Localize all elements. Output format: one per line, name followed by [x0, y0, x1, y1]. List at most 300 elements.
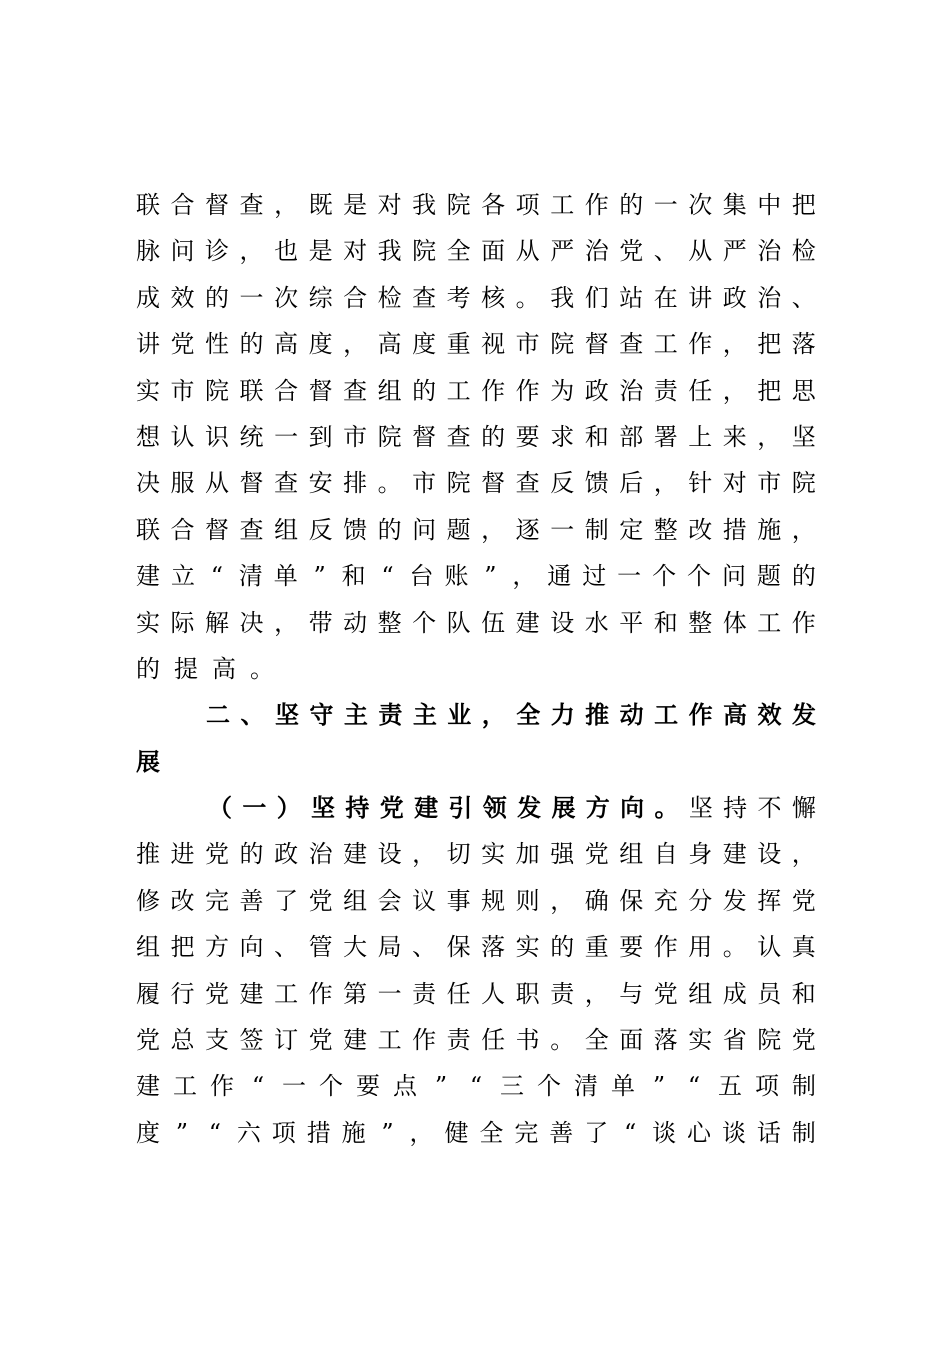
- text-char: ，: [512, 562, 537, 591]
- text-char: 第: [343, 979, 368, 1008]
- text-char: ，: [343, 330, 368, 359]
- text-char: 坚: [311, 793, 336, 823]
- text-char: 持: [345, 793, 370, 823]
- text-char: 三: [500, 1072, 524, 1101]
- text-char: 查: [619, 330, 644, 359]
- text-char: 、: [240, 700, 265, 730]
- text-char: 督: [481, 469, 506, 498]
- text-char: 坚: [274, 700, 299, 730]
- text-char: 识: [205, 422, 230, 451]
- text-char: 的: [239, 840, 264, 869]
- text-char: 设: [550, 608, 575, 637]
- text-char: 问: [412, 515, 437, 544]
- text-char: 工: [446, 376, 471, 405]
- text-char: 建: [414, 793, 439, 823]
- text-char: 了: [274, 886, 299, 915]
- text-char: 我: [377, 237, 402, 266]
- text-char: 落: [791, 330, 816, 359]
- text-char: 决: [136, 469, 160, 498]
- text-char: 院: [550, 330, 575, 359]
- text-char: 效: [757, 700, 782, 730]
- text-char: 实: [136, 608, 160, 637]
- text-char: ，: [791, 840, 816, 869]
- text-char: 实: [688, 1026, 713, 1055]
- text-char: 的: [136, 654, 160, 683]
- text-char: 动: [619, 700, 644, 730]
- text-char: 合: [170, 515, 195, 544]
- text-char: 建: [136, 1072, 160, 1101]
- text-char: 的: [239, 330, 264, 359]
- text-line: [136, 182, 816, 228]
- text-char: 立: [170, 562, 195, 591]
- text-char: 各: [481, 191, 506, 219]
- text-char: 。: [550, 1026, 575, 1055]
- text-char: 项: [515, 191, 540, 219]
- text-char: 实: [481, 840, 506, 869]
- text-char: 题: [756, 562, 781, 591]
- text-char: 一: [239, 283, 264, 312]
- text-char: ，: [791, 515, 816, 544]
- text-char: 工: [550, 191, 575, 219]
- text-char: 组: [619, 840, 644, 869]
- text-char: 平: [619, 608, 644, 637]
- text-line: [136, 924, 816, 970]
- text-char: 市: [757, 469, 782, 498]
- text-char: 院: [205, 376, 230, 405]
- text-char: 懈: [791, 794, 816, 823]
- text-char: 建: [515, 608, 540, 637]
- text-char: 后: [619, 469, 644, 498]
- text-char: 的: [791, 562, 816, 591]
- text-char: 组: [136, 933, 160, 962]
- text-char: 想: [136, 422, 160, 451]
- text-char: 职: [515, 979, 540, 1008]
- text-char: ”: [175, 1118, 189, 1147]
- text-char: 保: [446, 933, 471, 962]
- text-char: 展: [136, 746, 160, 776]
- text-char: 成: [136, 283, 160, 312]
- text-char: 是: [308, 237, 333, 266]
- text-char: 要: [356, 1072, 380, 1101]
- text-char: 自: [653, 840, 678, 869]
- text-char: 们: [584, 283, 609, 312]
- text-char: 作: [584, 191, 609, 219]
- text-char: 力: [550, 700, 575, 730]
- text-char: 台: [409, 562, 434, 591]
- text-char: 党: [379, 793, 404, 823]
- text-char: 党: [791, 1026, 816, 1055]
- text-char: 责: [653, 376, 678, 405]
- text-char: 主: [412, 700, 437, 730]
- text-char: 推: [136, 840, 160, 869]
- text-char: 改: [688, 515, 713, 544]
- text-char: 整: [377, 608, 402, 637]
- text-char: 管: [308, 933, 333, 962]
- text-char: ，: [550, 886, 575, 915]
- text-char: 工: [173, 1072, 197, 1101]
- text-char: 书: [515, 1026, 540, 1055]
- text-char: 问: [170, 237, 195, 266]
- text-char: 主: [343, 700, 368, 730]
- text-char: 工: [274, 979, 299, 1008]
- text-char: 作: [515, 376, 540, 405]
- text-char: “: [687, 1072, 701, 1101]
- text-char: 措: [306, 1118, 331, 1147]
- text-char: 切: [446, 840, 471, 869]
- text-char: 效: [170, 283, 195, 312]
- text-char: 设: [377, 840, 402, 869]
- text-char: 面: [481, 237, 506, 266]
- text-char: 党: [653, 979, 678, 1008]
- text-char: 定: [619, 515, 644, 544]
- text-char: ，: [722, 330, 747, 359]
- text-char: 单: [273, 562, 298, 591]
- text-char: 题: [446, 515, 471, 544]
- text-char: ”: [434, 1072, 448, 1101]
- text-char: 、: [274, 933, 299, 962]
- text-char: 联: [136, 515, 160, 544]
- text-char: 施: [757, 515, 782, 544]
- text-char: 议: [412, 886, 437, 915]
- text-char: 责: [550, 979, 575, 1008]
- text-char: 院: [412, 237, 437, 266]
- text-char: 建: [239, 979, 264, 1008]
- text-line: [136, 971, 816, 1017]
- text-char: 善: [239, 886, 264, 915]
- text-char: 加: [515, 840, 540, 869]
- text-char: 方: [205, 933, 230, 962]
- text-char: 向: [239, 933, 264, 962]
- text-char: 党: [205, 979, 230, 1008]
- text-char: 建: [343, 840, 368, 869]
- text-char: 合: [170, 191, 195, 219]
- text-char: 则: [515, 886, 540, 915]
- text-char: 排: [343, 469, 368, 498]
- text-char: 认: [757, 933, 782, 962]
- text-char: 对: [343, 237, 368, 266]
- text-line: [136, 1017, 816, 1063]
- text-char: 二: [206, 700, 230, 730]
- text-char: 治: [619, 376, 644, 405]
- text-char: ”: [484, 562, 497, 591]
- text-char: 查: [239, 515, 264, 544]
- text-char: 市: [412, 469, 437, 498]
- text-char: ，: [653, 469, 678, 498]
- text-char: 个: [319, 1072, 343, 1101]
- text-char: 要: [515, 422, 540, 451]
- text-char: 治: [757, 237, 782, 266]
- text-char: 思: [791, 376, 816, 405]
- text-char: 高: [274, 330, 299, 359]
- text-char: 全: [584, 1026, 609, 1055]
- text-char: 从: [688, 237, 713, 266]
- text-char: 党: [170, 330, 195, 359]
- text-char: 的: [412, 376, 437, 405]
- text-char: 党: [136, 1026, 160, 1055]
- text-char: 实: [136, 376, 160, 405]
- text-char: 五: [718, 1072, 742, 1101]
- text-char: 分: [688, 886, 713, 915]
- text-char: 带: [308, 608, 333, 637]
- text-line: [136, 1063, 816, 1109]
- text-char: 到: [308, 422, 333, 451]
- text-char: 逐: [515, 515, 540, 544]
- text-char: 省: [722, 1026, 747, 1055]
- text-char: 治: [308, 840, 333, 869]
- text-char: 履: [136, 979, 160, 1008]
- text-char: 次: [688, 191, 713, 219]
- text-char: 强: [550, 840, 575, 869]
- text-char: 的: [481, 422, 506, 451]
- text-char: 求: [550, 422, 575, 451]
- text-char: 规: [481, 886, 506, 915]
- text-line: [136, 460, 816, 506]
- text-char: 作: [481, 376, 506, 405]
- text-char: ，: [274, 191, 299, 219]
- text-char: 单: [611, 1072, 635, 1101]
- text-line: [136, 275, 816, 321]
- text-char: 进: [170, 840, 195, 869]
- text-char: 责: [412, 979, 437, 1008]
- text-char: 落: [653, 1026, 678, 1055]
- text-char: 的: [205, 283, 230, 312]
- text-char: 督: [412, 422, 437, 451]
- text-char: 工: [654, 700, 679, 730]
- text-char: ，: [274, 608, 299, 637]
- text-char: 一: [282, 1072, 306, 1101]
- text-line: [136, 692, 816, 738]
- text-char: “: [381, 562, 394, 591]
- text-char: 重: [584, 933, 609, 962]
- text-char: 施: [341, 1118, 366, 1147]
- text-char: 的: [619, 191, 644, 219]
- text-char: 一: [653, 191, 678, 219]
- text-char: 督: [239, 469, 264, 498]
- text-char: 措: [722, 515, 747, 544]
- document-body: [136, 182, 816, 1156]
- text-char: 对: [377, 191, 402, 219]
- text-char: 工: [757, 608, 782, 637]
- text-char: 督: [205, 515, 230, 544]
- text-char: 联: [239, 376, 264, 405]
- text-line: [136, 831, 816, 877]
- text-char: 查: [343, 376, 368, 405]
- text-char: 高: [212, 654, 236, 683]
- text-char: 检: [791, 237, 816, 266]
- text-char: 组: [343, 886, 368, 915]
- text-char: “: [208, 1118, 222, 1147]
- text-char: 发: [791, 700, 816, 730]
- text-char: 党: [619, 237, 644, 266]
- text-char: 展: [551, 793, 576, 823]
- text-line: [136, 321, 816, 367]
- text-char: 把: [170, 933, 195, 962]
- text-char: 高: [723, 700, 748, 730]
- text-char: 方: [585, 793, 610, 823]
- text-char: 队: [446, 608, 471, 637]
- text-char: 作: [688, 330, 713, 359]
- text-char: 工: [377, 1026, 402, 1055]
- text-char: 和: [653, 608, 678, 637]
- text-char: “: [210, 562, 224, 591]
- text-char: 全: [446, 237, 471, 266]
- text-char: 建: [136, 562, 160, 591]
- text-char: 了: [584, 1118, 609, 1147]
- text-char: 政: [584, 376, 609, 405]
- text-line: [136, 785, 816, 831]
- text-char: 作: [653, 933, 678, 962]
- text-char: 作: [688, 700, 713, 730]
- text-char: 实: [515, 933, 540, 962]
- text-char: 大: [343, 933, 368, 962]
- text-char: ，: [722, 376, 747, 405]
- text-char: 院: [757, 1026, 782, 1055]
- text-char: 和: [791, 979, 816, 1008]
- text-char: 和: [584, 422, 609, 451]
- text-char: 核: [481, 283, 506, 312]
- text-char: 用: [688, 933, 713, 962]
- text-char: 健: [444, 1118, 469, 1147]
- text-char: 个: [687, 562, 711, 591]
- text-char: 确: [584, 886, 609, 915]
- text-char: 订: [274, 1026, 299, 1055]
- text-char: 任: [446, 979, 471, 1008]
- text-char: 坚: [791, 422, 816, 451]
- text-char: 党: [308, 886, 333, 915]
- text-char: 来: [722, 422, 747, 451]
- text-char: 反: [550, 469, 575, 498]
- text-char: 会: [377, 886, 402, 915]
- text-char: 不: [757, 794, 782, 823]
- text-char: 持: [723, 794, 748, 823]
- text-char: 馈: [343, 515, 368, 544]
- text-char: 完: [514, 1118, 539, 1147]
- text-char: ”: [381, 1118, 394, 1147]
- text-char: 作: [210, 1072, 234, 1101]
- text-char: 治: [757, 283, 782, 312]
- text-char: 。: [654, 793, 679, 823]
- text-char: 个: [537, 1072, 561, 1101]
- text-char: 站: [619, 283, 644, 312]
- text-char: ，: [757, 422, 782, 451]
- text-char: 安: [308, 469, 333, 498]
- text-char: 整: [653, 515, 678, 544]
- text-char: 组: [688, 979, 713, 1008]
- text-char: 性: [205, 330, 230, 359]
- text-char: 身: [688, 840, 713, 869]
- text-char: 作: [791, 608, 816, 637]
- text-char: 整: [688, 608, 713, 637]
- text-char: 院: [791, 469, 816, 498]
- text-char: 修: [136, 886, 160, 915]
- text-char: ，: [481, 700, 506, 730]
- text-char: 落: [481, 933, 506, 962]
- text-char: 真: [791, 933, 816, 962]
- text-char: 市: [515, 330, 540, 359]
- text-char: 综: [308, 283, 333, 312]
- text-line: [136, 878, 816, 924]
- text-char: 严: [550, 237, 575, 266]
- text-char: 党: [584, 840, 609, 869]
- text-char: 查: [239, 191, 264, 219]
- text-char: 把: [757, 376, 782, 405]
- text-char: 谈: [652, 1118, 677, 1147]
- text-char: 高: [377, 330, 402, 359]
- text-char: 任: [481, 1026, 506, 1055]
- text-char: ，: [239, 237, 264, 266]
- text-char: 在: [653, 283, 678, 312]
- text-char: 话: [756, 1118, 781, 1147]
- text-char: 考: [446, 283, 471, 312]
- text-char: 市: [343, 422, 368, 451]
- text-char: 清: [574, 1072, 598, 1101]
- text-char: 党: [308, 1026, 333, 1055]
- text-char: 也: [274, 237, 299, 266]
- text-char: 把: [757, 330, 782, 359]
- text-char: 行: [170, 979, 195, 1008]
- text-char: 人: [481, 979, 506, 1008]
- text-char: 脉: [136, 237, 160, 266]
- text-char: 市: [170, 376, 195, 405]
- text-char: 。: [250, 654, 274, 683]
- text-char: ，: [481, 515, 506, 544]
- text-char: 制: [792, 1072, 816, 1101]
- text-char: 一: [377, 979, 402, 1008]
- text-char: 次: [274, 283, 299, 312]
- text-char: 问: [721, 562, 746, 591]
- text-char: 度: [412, 330, 437, 359]
- text-char: 查: [515, 469, 540, 498]
- text-char: 、: [412, 933, 437, 962]
- text-char: 部: [619, 422, 644, 451]
- text-line: [136, 553, 816, 599]
- text-char: 视: [481, 330, 506, 359]
- text-char: 、: [653, 237, 678, 266]
- text-char: ）: [276, 793, 301, 823]
- text-char: 面: [619, 1026, 644, 1055]
- text-char: 守: [309, 700, 334, 730]
- text-char: 我: [412, 191, 437, 219]
- text-char: 我: [550, 283, 575, 312]
- text-char: ，: [409, 1118, 434, 1147]
- text-line: [136, 739, 816, 785]
- text-char: 一: [617, 562, 642, 591]
- text-char: 署: [653, 422, 678, 451]
- text-char: 项: [271, 1118, 296, 1147]
- text-char: 工: [653, 330, 678, 359]
- text-char: 动: [343, 608, 368, 637]
- text-char: ”: [313, 562, 326, 591]
- text-char: 引: [448, 793, 473, 823]
- text-char: 账: [444, 562, 469, 591]
- text-char: 水: [584, 608, 609, 637]
- text-char: ”: [652, 1072, 666, 1101]
- text-line: [136, 1110, 816, 1156]
- text-char: 全: [479, 1118, 504, 1147]
- text-char: 发: [722, 886, 747, 915]
- text-char: 针: [688, 469, 713, 498]
- text-char: 成: [722, 979, 747, 1008]
- text-char: 、: [791, 283, 816, 312]
- text-char: 合: [274, 376, 299, 405]
- text-char: 一: [242, 793, 267, 823]
- text-char: 治: [584, 237, 609, 266]
- text-char: 解: [205, 608, 230, 637]
- text-char: 院: [446, 469, 471, 498]
- text-line: [136, 507, 816, 553]
- text-char: 的: [550, 933, 575, 962]
- text-char: 反: [308, 515, 333, 544]
